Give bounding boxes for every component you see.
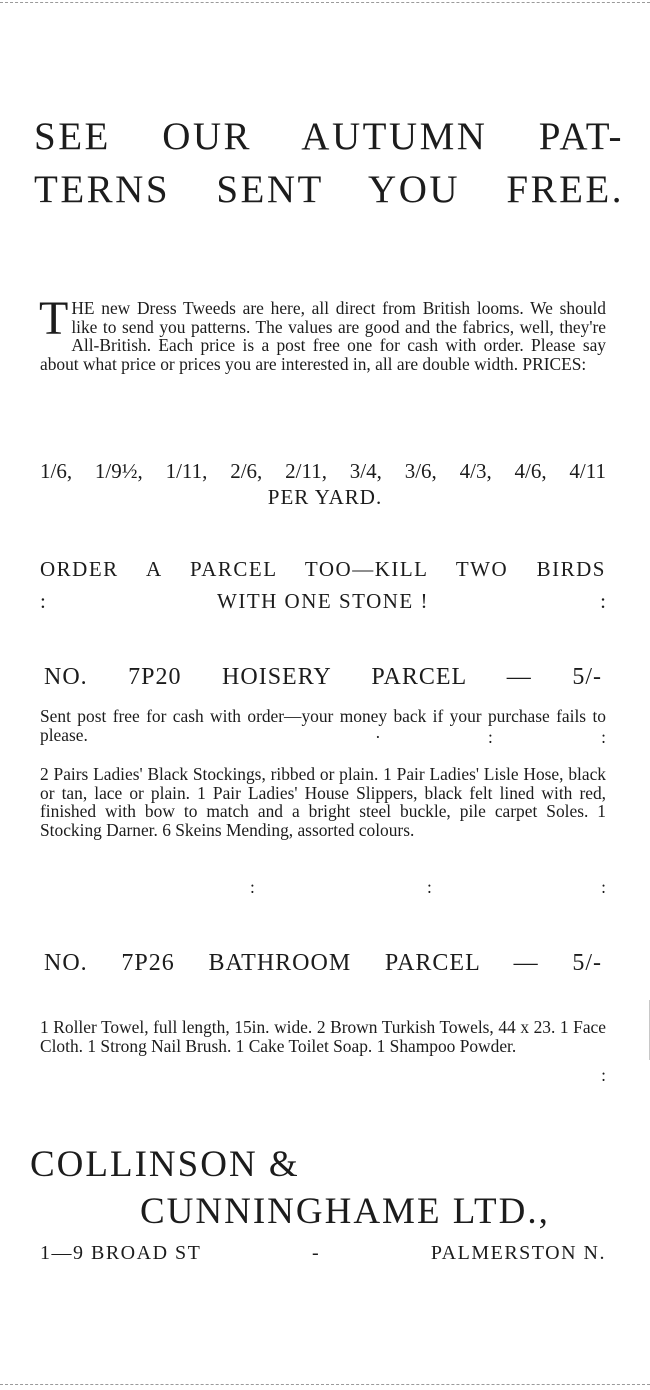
filler-colon: : xyxy=(601,877,606,897)
headline-line-2: TERNS SENT YOU FREE. xyxy=(34,168,624,211)
filler-colon: : xyxy=(427,877,432,897)
filler-colon: : xyxy=(601,1065,606,1085)
headline-line-1: SEE OUR AUTUMN PAT- xyxy=(34,115,624,158)
hosiery-parcel-terms: Sent post free for cash with order—your money back if your purchase fails to please. xyxy=(40,706,606,745)
intro-text: HE new Dress Tweeds are here, all direct from British looms. We should like to send you patterns. The values are good and the fabrics, well, they're All-British. Each price is a post free one for cash with order. Please say about what price or prices you are interested in, all are double width. PRICES: xyxy=(40,298,606,374)
filler-colons xyxy=(40,877,606,897)
address-street: 1—9 BROAD ST xyxy=(40,1242,202,1264)
top-border xyxy=(0,2,650,3)
order-call-line-2: WITH ONE STONE ! xyxy=(217,589,429,613)
filler-colons xyxy=(40,1065,606,1085)
price-list: 1/6, 1/9½, 1/11, 2/6, 2/11, 3/4, 3/6, 4/3, 4/6, 4/11 xyxy=(40,459,606,483)
order-call-line-1: ORDER A PARCEL TOO—KILL TWO BIRDS xyxy=(40,557,606,581)
company-name-line-2: CUNNINGHAME LTD., xyxy=(140,1191,550,1232)
filler-colon: : xyxy=(488,727,493,747)
filler-dot: · xyxy=(375,727,381,747)
colon-left: : xyxy=(40,589,46,613)
drop-cap: T xyxy=(39,292,69,345)
company-address xyxy=(40,1242,606,1268)
hosiery-parcel-items: 2 Pairs Ladies' Black Stockings, ribbed or plain. 1 Pair Ladies' Lisle Hose, black or tan, lace or plain. 1 Pair Ladies' House Slippers, black felt lined with red, finished with bow to match and a bright steel buckle, pile carpet Soles. 1 Stocking Darner. 6 Skeins Mending, assorted colours. xyxy=(40,764,606,840)
intro-paragraph xyxy=(39,292,606,374)
colon-right: : xyxy=(600,589,606,613)
company-name-line-1: COLLINSON & xyxy=(30,1144,300,1185)
bathroom-parcel-heading: NO. 7P26 BATHROOM PARCEL — 5/- xyxy=(44,950,602,976)
address-town: PALMERSTON N. xyxy=(430,1242,606,1264)
hosiery-parcel-heading: NO. 7P20 HOISERY PARCEL — 5/- xyxy=(44,664,602,690)
filler-colon: : xyxy=(250,877,255,897)
price-unit: PER YARD. xyxy=(267,485,383,509)
bottom-border xyxy=(0,1384,650,1385)
filler-colon: : xyxy=(601,727,606,747)
bathroom-parcel-items: 1 Roller Towel, full length, 15in. wide. 2 Brown Turkish Towels, 44 x 23. 1 Face Cloth. 1 Strong Nail Brush. 1 Cake Toilet Soap. 1 Shampoo Powder. xyxy=(40,1017,606,1056)
filler-colons xyxy=(40,727,606,747)
address-separator: - xyxy=(312,1242,321,1264)
